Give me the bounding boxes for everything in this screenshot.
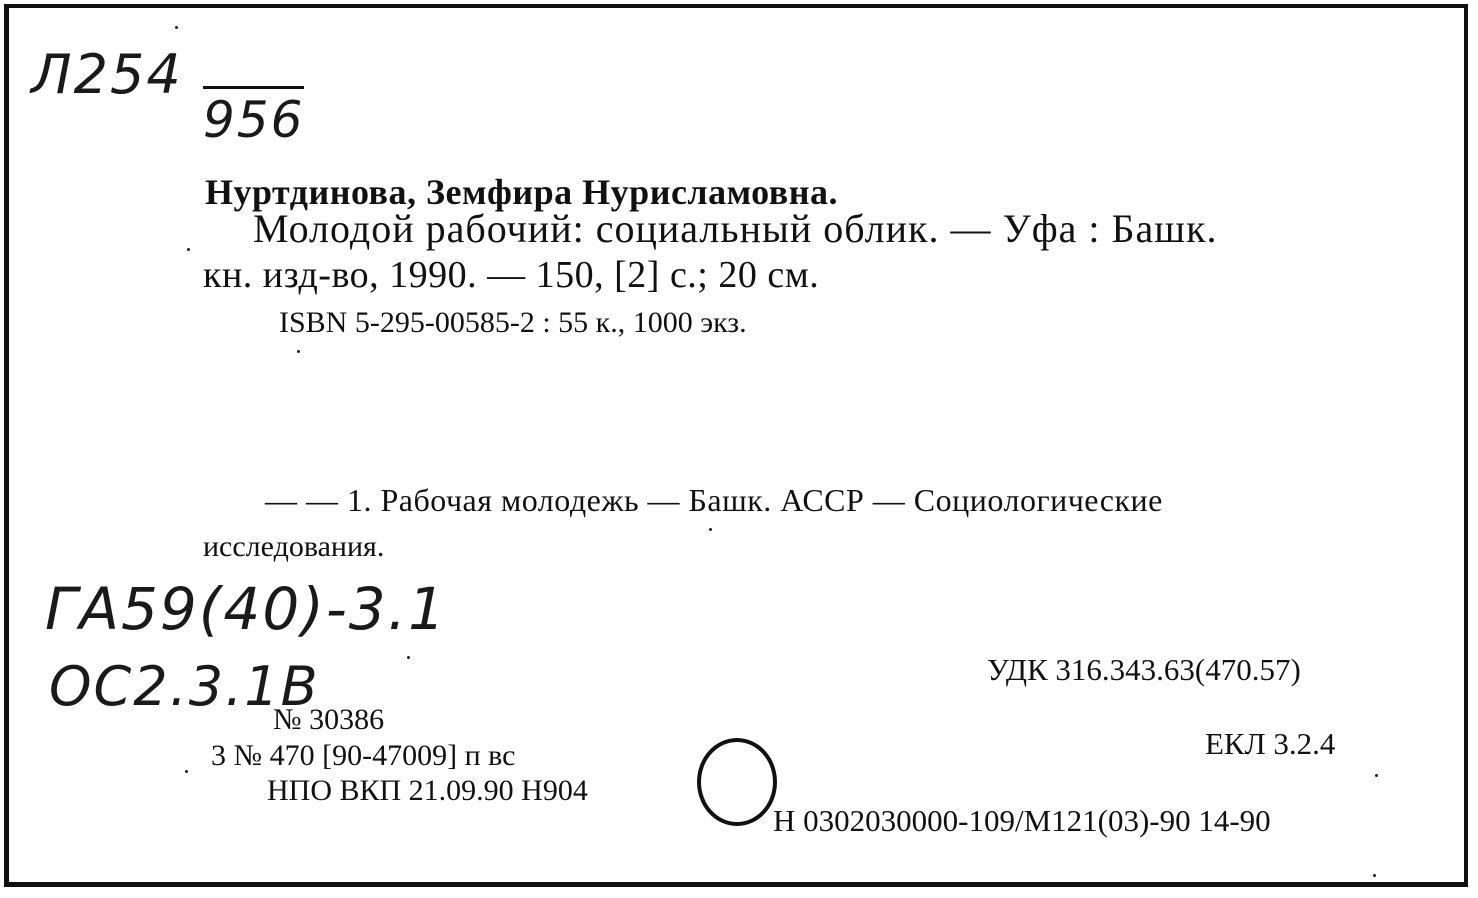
classification-mark-1: ГА59(40)-3.1 [45,575,448,643]
shelf-mark: Л254 [31,43,183,106]
author-heading: Нуртдинова, Земфира Нурисламовна. [205,172,838,212]
title-line-2: кн. изд-во, 1990. — 150, [2] с.; 20 см. [203,254,820,296]
print-speck [297,350,300,353]
subject-line-1: — — 1. Рабочая молодежь — Башк. АССР — Социологические [265,482,1163,518]
card-number: № 30386 [273,703,385,736]
print-speck [175,26,178,29]
print-speck [407,656,410,659]
print-speck [709,528,712,531]
shelf-mark-denominator: 956 [203,86,304,149]
order-line: 3 № 470 [90-47009] п вс [211,739,516,772]
isbn-line: ISBN 5-295-00585-2 : 55 к., 1000 экз. [279,306,747,339]
catalog-card [4,4,1468,887]
print-speck [187,248,190,251]
classification-mark-2: ОС2.3.1В [49,655,320,718]
udk-code: УДК 316.343.63(470.57) [987,652,1301,687]
publication-code: Н 0302030000-109/М121(03)-90 14-90 [773,803,1271,838]
punch-hole-circle [697,738,777,826]
printer-line: НПО ВКП 21.09.90 Н904 [267,774,588,807]
subject-line-2: исследования. [203,530,385,563]
print-speck [1375,774,1378,777]
title-line-1: Молодой рабочий: социальный облик. — Уфа : Башк. [253,206,1218,251]
ekl-code: ЕКЛ 3.2.4 [1205,726,1336,761]
print-speck [185,770,188,773]
print-speck [1373,874,1376,877]
